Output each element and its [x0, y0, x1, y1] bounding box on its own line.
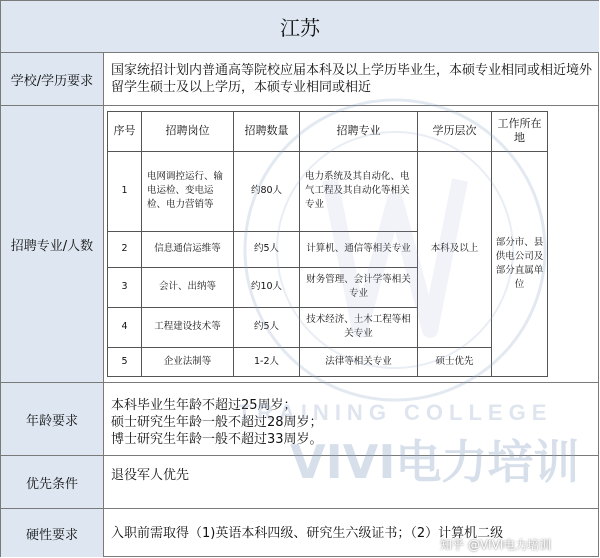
row-major: 财务管理、会计学等相关专业	[300, 267, 418, 307]
priority-text: 退役军人优先	[111, 468, 190, 483]
row-no: 5	[108, 347, 142, 376]
row-no: 1	[108, 151, 142, 231]
age-line-master: 硕士研究生年龄一般不超过28周岁；	[111, 415, 323, 430]
row-count: 约80人	[234, 151, 300, 231]
hard-requirement-label: 硬性要求	[1, 509, 104, 557]
recruit-row	[1, 106, 599, 383]
row-count: 1-2人	[234, 347, 300, 376]
header-no: 序号	[108, 112, 142, 152]
header-location: 工作所在地	[492, 112, 548, 152]
table-header-row	[108, 112, 548, 152]
row-no: 3	[108, 267, 142, 307]
school-requirement-label: 学校/学历要求	[1, 53, 104, 105]
page-title	[1, 1, 599, 53]
header-count: 招聘数量	[234, 112, 300, 152]
row-no: 2	[108, 231, 142, 267]
header-level: 学历层次	[418, 112, 492, 152]
merged-location: 部分市、县供电公司及部分直属单位	[492, 151, 548, 376]
age-requirement-text	[111, 397, 593, 448]
age-requirement-label: 年龄要求	[1, 383, 104, 455]
row-major: 电力系统及其自动化、电气工程及其自动化等相关专业	[300, 151, 418, 231]
row-no: 4	[108, 307, 142, 347]
merged-level: 本科及以上	[418, 151, 492, 347]
row-post: 信息通信运维等	[142, 231, 234, 267]
row-post: 工程建设技术等	[142, 307, 234, 347]
row-major: 计算机、通信等相关专业	[300, 231, 418, 267]
table-row	[108, 151, 548, 231]
age-line-bachelor: 本科毕业生年龄不超过25周岁；	[111, 398, 297, 413]
watermark-ring-text: TRAINING COLLEGE	[237, 400, 553, 425]
recruit-table	[107, 111, 548, 377]
row-post: 企业法制等	[142, 347, 234, 376]
row-count: 约5人	[234, 307, 300, 347]
header-major: 招聘专业	[300, 112, 418, 152]
hard-requirement-text: 入职前需取得（1)英语本科四级、研究生六级证书；（2）计算机二级	[111, 526, 504, 541]
row-count: 约5人	[234, 231, 300, 267]
row-post: 会计、出纳等	[142, 267, 234, 307]
age-requirement-row	[1, 383, 599, 456]
watermark-brand: VIVI电力培训	[290, 435, 580, 489]
priority-row	[1, 456, 599, 509]
school-requirement-row	[1, 53, 599, 106]
province-title: 江苏	[280, 16, 320, 40]
table-row	[108, 347, 548, 376]
school-requirement-text: 国家统招计划内普通高等院校应届本科及以上学历毕业生，本硕专业相同或相近境外留学生硕士及以上学历，本硕专业相同或相近	[111, 63, 593, 95]
priority-label: 优先条件	[1, 456, 104, 508]
recruit-label: 招聘专业/人数	[1, 106, 104, 382]
row-post: 电网调控运行、输电运检、变电运检、电力营销等	[142, 151, 234, 231]
age-line-doctor: 博士研究生年龄一般不超过33周岁。	[111, 432, 323, 447]
row-major: 法律等相关专业	[300, 347, 418, 376]
row-level: 硕士优先	[418, 347, 492, 376]
watermark-attribution: 知乎 @VIVI电力培训	[440, 538, 552, 552]
hard-requirement-row	[1, 509, 599, 557]
row-major: 技术经济、土木工程等相关专业	[300, 307, 418, 347]
row-count: 约10人	[234, 267, 300, 307]
header-post: 招聘岗位	[142, 112, 234, 152]
